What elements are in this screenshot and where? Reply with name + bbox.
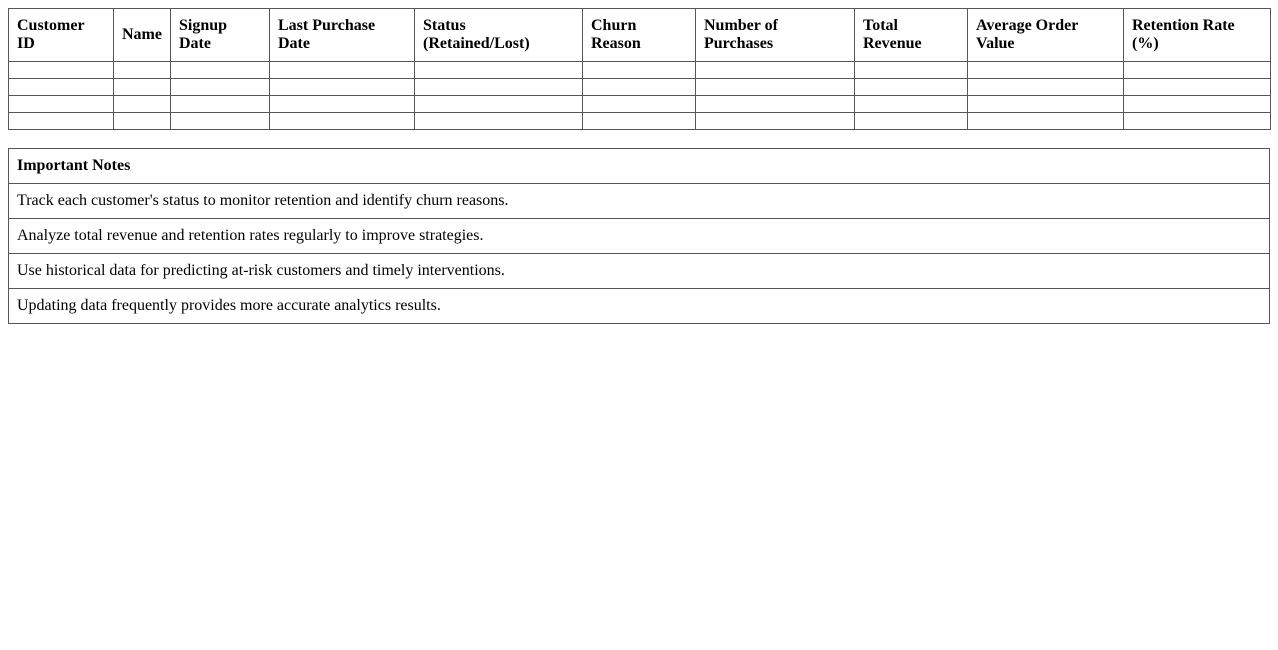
note-row xyxy=(9,289,1270,324)
table-cell[interactable] xyxy=(583,113,696,130)
important-notes-table xyxy=(8,148,1270,324)
table-cell[interactable] xyxy=(696,96,855,113)
table-cell[interactable] xyxy=(270,62,415,79)
table-cell[interactable] xyxy=(270,79,415,96)
table-cell[interactable] xyxy=(696,113,855,130)
note-text: Analyze total revenue and retention rates regularly to improve strategies. xyxy=(9,219,1270,254)
note-row xyxy=(9,254,1270,289)
table-cell[interactable] xyxy=(855,96,968,113)
table-cell[interactable] xyxy=(9,79,114,96)
table-cell[interactable] xyxy=(171,62,270,79)
table-cell[interactable] xyxy=(171,113,270,130)
table-cell[interactable] xyxy=(968,113,1124,130)
table-cell[interactable] xyxy=(855,62,968,79)
table-cell[interactable] xyxy=(114,113,171,130)
table-cell[interactable] xyxy=(9,96,114,113)
header-number-of-purchases: Number of Purchases xyxy=(696,9,855,62)
table-cell[interactable] xyxy=(114,96,171,113)
table-cell[interactable] xyxy=(415,96,583,113)
header-last-purchase-date: Last Purchase Date xyxy=(270,9,415,62)
header-status: Status (Retained/Lost) xyxy=(415,9,583,62)
table-cell[interactable] xyxy=(583,62,696,79)
table-cell[interactable] xyxy=(968,62,1124,79)
table-cell[interactable] xyxy=(171,79,270,96)
header-total-revenue: Total Revenue xyxy=(855,9,968,62)
table-cell[interactable] xyxy=(583,96,696,113)
table-cell[interactable] xyxy=(114,79,171,96)
header-average-order-value: Average Order Value xyxy=(968,9,1124,62)
table-row xyxy=(9,96,1271,113)
notes-header-row xyxy=(9,149,1270,184)
table-cell[interactable] xyxy=(1124,79,1271,96)
table-cell[interactable] xyxy=(855,79,968,96)
header-retention-rate: Retention Rate (%) xyxy=(1124,9,1271,62)
note-row xyxy=(9,184,1270,219)
table-row xyxy=(9,113,1271,130)
table-cell[interactable] xyxy=(696,62,855,79)
table-cell[interactable] xyxy=(1124,62,1271,79)
table-cell[interactable] xyxy=(855,113,968,130)
header-signup-date: Signup Date xyxy=(171,9,270,62)
table-cell[interactable] xyxy=(270,113,415,130)
notes-title: Important Notes xyxy=(9,149,1270,184)
table-cell[interactable] xyxy=(270,96,415,113)
table-cell[interactable] xyxy=(171,96,270,113)
table-cell[interactable] xyxy=(415,79,583,96)
table-cell[interactable] xyxy=(583,79,696,96)
table-cell[interactable] xyxy=(968,96,1124,113)
header-customer-id: Customer ID xyxy=(9,9,114,62)
table-cell[interactable] xyxy=(9,62,114,79)
table-header-row xyxy=(9,9,1271,62)
table-cell[interactable] xyxy=(415,113,583,130)
table-row xyxy=(9,62,1271,79)
note-row xyxy=(9,219,1270,254)
table-cell[interactable] xyxy=(415,62,583,79)
note-text: Updating data frequently provides more accurate analytics results. xyxy=(9,289,1270,324)
table-cell[interactable] xyxy=(1124,96,1271,113)
note-text: Use historical data for predicting at-risk customers and timely interventions. xyxy=(9,254,1270,289)
header-name: Name xyxy=(114,9,171,62)
table-cell[interactable] xyxy=(696,79,855,96)
table-row xyxy=(9,79,1271,96)
table-cell[interactable] xyxy=(114,62,171,79)
header-churn-reason: Churn Reason xyxy=(583,9,696,62)
note-text: Track each customer's status to monitor retention and identify churn reasons. xyxy=(9,184,1270,219)
customer-retention-table xyxy=(8,8,1271,130)
document xyxy=(8,8,1270,324)
table-cell[interactable] xyxy=(9,113,114,130)
table-cell[interactable] xyxy=(968,79,1124,96)
table-cell[interactable] xyxy=(1124,113,1271,130)
